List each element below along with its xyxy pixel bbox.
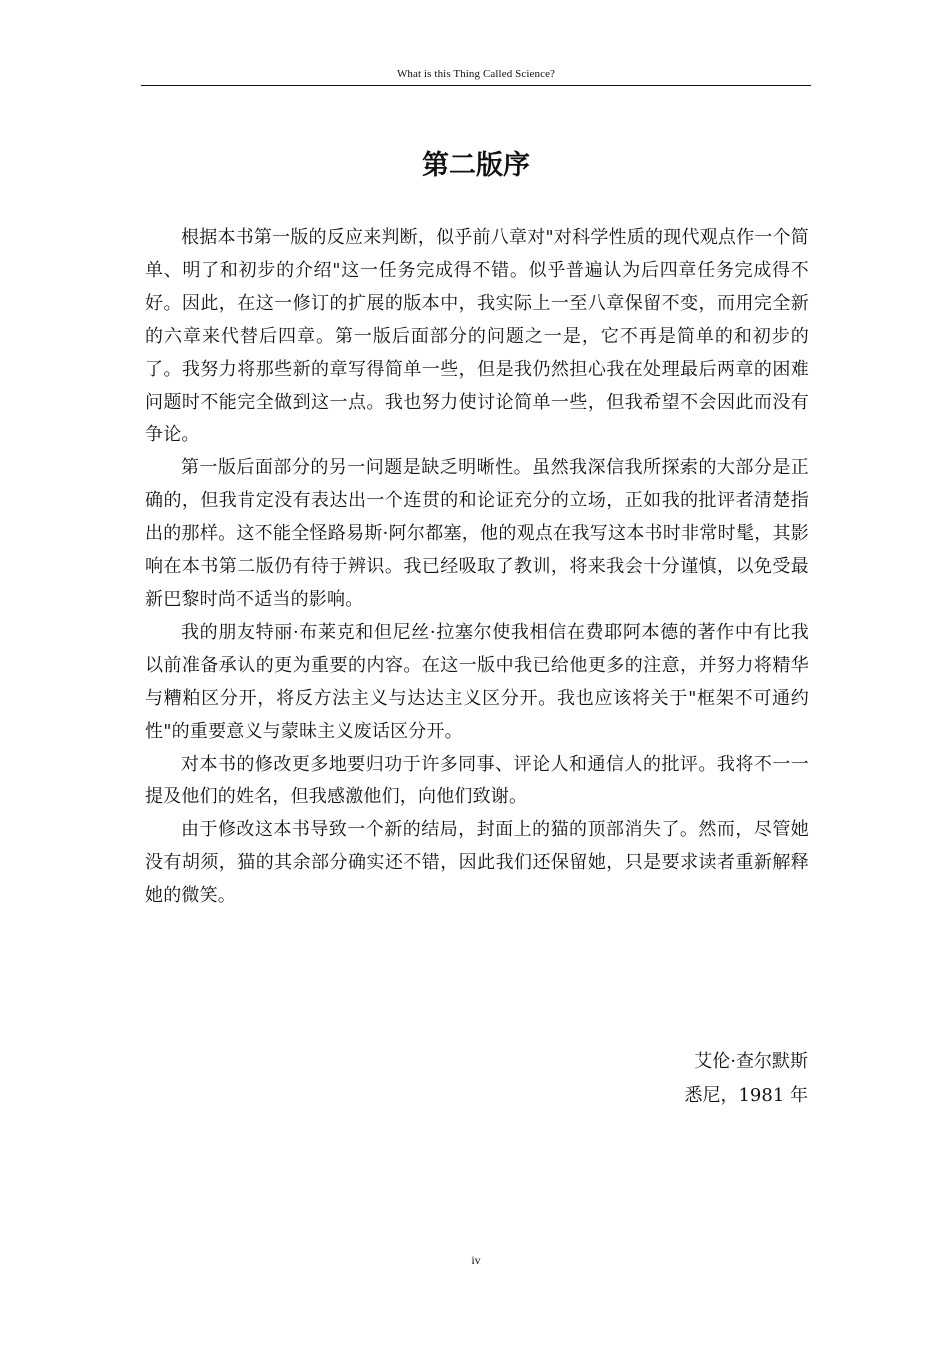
page-number: iv (471, 1253, 481, 1267)
paragraph-5: 由于修改这本书导致一个新的结局，封面上的猫的顶部消失了。然而，尽管她没有胡须，猫的其余部分确实还不错，因此我们还保留她，只是要求读者重新解释她的微笑。 (145, 819, 809, 907)
preface-body (145, 222, 809, 913)
paragraph-2: 第一版后面部分的另一问题是缺乏明晰性。虽然我深信我所探索的大部分是正确的，但我肯定没有表达出一个连贯的和论证充分的立场，正如我的批评者清楚指出的那样。这不能全怪路易斯·阿尔都塞，他的观点在我写这本书时非常时髦，其影响在本书第二版仍有待于辨识。我已经吸取了教训，将来我会十分谨慎，以免受最新巴黎时尚不适当的影响。 (145, 457, 809, 610)
header-rule (141, 85, 811, 86)
signature-place-date: 悉尼，1981 年 (684, 1085, 808, 1106)
page-title: 第二版序 (422, 150, 530, 181)
running-header: What is this Thing Called Science? (396, 68, 556, 80)
signature-author: 艾伦·查尔默斯 (694, 1051, 808, 1072)
signature-block (684, 1046, 808, 1114)
paragraph-4: 对本书的修改更多地要归功于许多同事、评论人和通信人的批评。我将不一一提及他们的姓名，但我感激他们，向他们致谢。 (145, 753, 809, 808)
paragraph-1: 根据本书第一版的反应来判断，似乎前八章对"对科学性质的现代观点作一个简单、明了和初步的介绍"这一任务完成得不错。似乎普遍认为后四章任务完成得不好。因此，在这一修订的扩展的版本中，我实际上一至八章保留不变，而用完全新的六章来代替后四章。第一版后面部分的问题之一是，它不再是简单的和初步的了。我努力将那些新的章写得简单一些，但是我仍然担心我在处理最后两章的困难问题时不能完全做到这一点。我也努力使讨论简单一些，但我希望不会因此而没有争论。 (145, 227, 809, 446)
paragraph-3: 我的朋友特丽·布莱克和但尼丝·拉塞尔使我相信在费耶阿本德的著作中有比我以前准备承认的更为重要的内容。在这一版中我已给他更多的注意，并努力将精华与糟粕区分开，将反方法主义与达达主义区分开。我也应该将关于"框架不可通约性"的重要意义与蒙昧主义废话区分开。 (145, 621, 809, 742)
